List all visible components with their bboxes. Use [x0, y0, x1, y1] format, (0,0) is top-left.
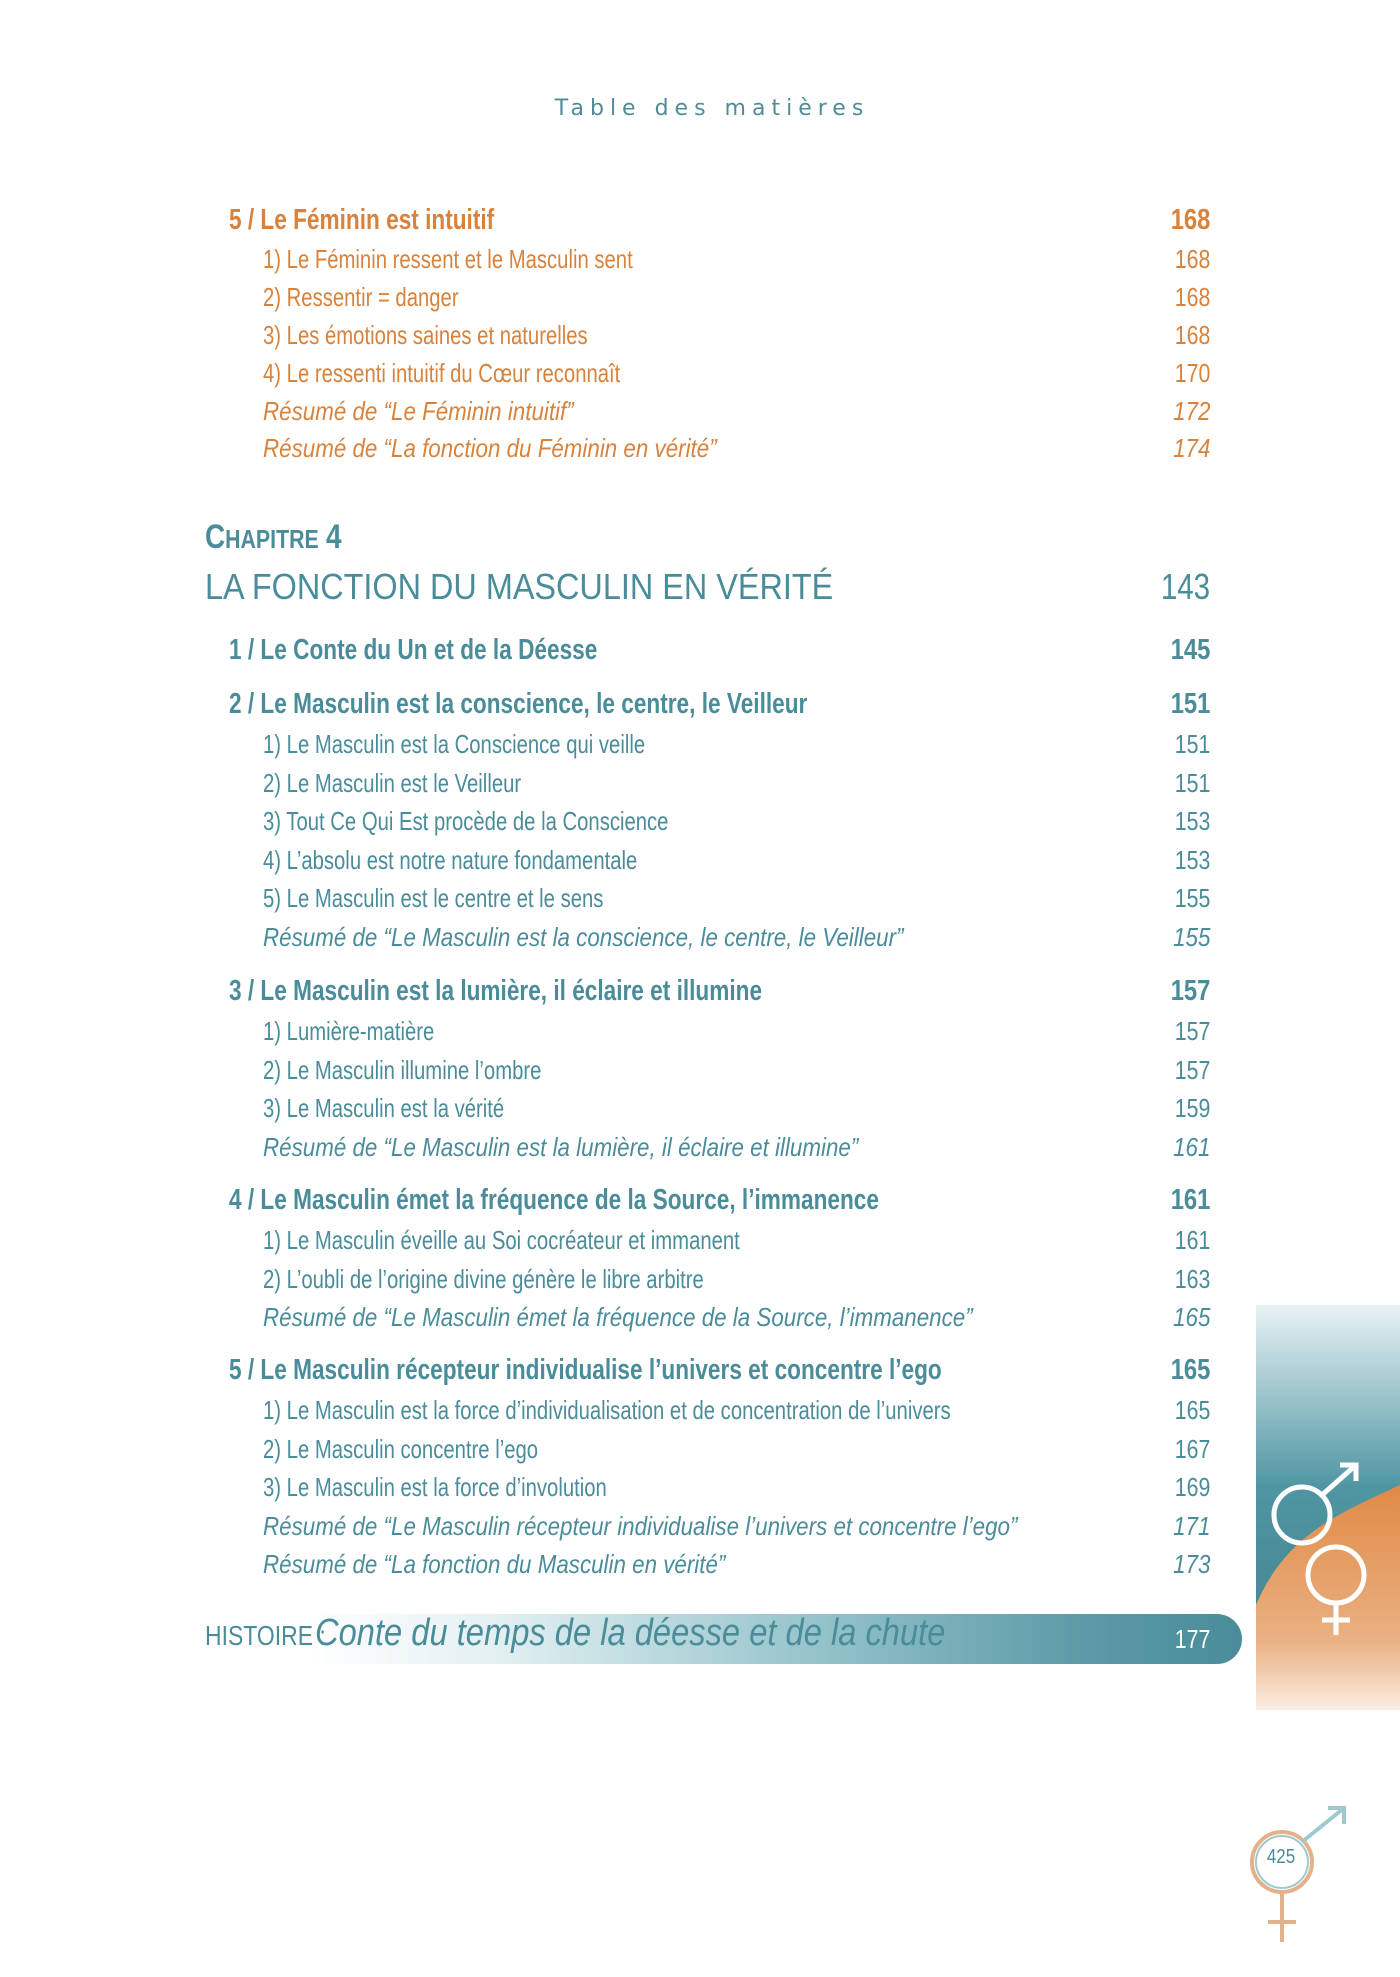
toc-section-title: 4 / Le Masculin émet la fréquence de la Source, l’immanence — [229, 1184, 879, 1216]
chapter-page-number: 143 — [1160, 566, 1210, 607]
toc-summary[interactable] — [0, 922, 1400, 956]
toc-summary-title: Résumé de “Le Masculin est la conscience, le centre, le Veilleur” — [263, 921, 904, 952]
toc-section[interactable] — [0, 688, 1400, 722]
toc-section-title: 1 / Le Conte du Un et de la Déesse — [229, 634, 598, 666]
toc-page-number: 169 — [1174, 1472, 1210, 1502]
toc-section[interactable] — [0, 634, 1400, 668]
toc-section[interactable] — [0, 1354, 1400, 1388]
toc-subsection[interactable] — [0, 1016, 1400, 1050]
toc-summary[interactable] — [0, 1549, 1400, 1583]
histoire-label: HISTOIRE : — [205, 1620, 326, 1651]
toc-page-number: 157 — [1174, 1054, 1210, 1085]
histoire-title[interactable]: Conte du temps de la déesse et de la chute — [315, 1612, 946, 1654]
toc-page-number: 172 — [1172, 396, 1210, 426]
toc-subsection-title: 1) Le Masculin est la force d’individualisation et de concentration de l’univers — [263, 1395, 951, 1425]
toc-subsection[interactable] — [0, 729, 1400, 763]
toc-subsection[interactable] — [0, 358, 1400, 392]
toc-page-number: 165 — [1172, 1302, 1210, 1332]
toc-subsection-title: 2) Le Masculin est le Veilleur — [263, 767, 522, 798]
toc-page-number: 167 — [1174, 1433, 1210, 1464]
male-arrow-icon — [1302, 1808, 1344, 1842]
toc-page-number: 165 — [1174, 1395, 1210, 1425]
toc-section-title: 5 / Le Masculin récepteur individualise l’univers et concentre l’ego — [229, 1354, 942, 1386]
toc-subsection-title: 3) Le Masculin est la force d’involution — [263, 1472, 607, 1502]
toc-section[interactable] — [0, 1184, 1400, 1218]
toc-subsection-title: 2) Le Masculin concentre l’ego — [263, 1433, 539, 1464]
toc-page-number: 168 — [1170, 204, 1210, 236]
toc-section[interactable] — [0, 204, 1400, 238]
side-tab — [1256, 1305, 1400, 1710]
toc-subsection-title: 4) Le ressenti intuitif du Cœur reconnaît — [263, 358, 621, 388]
toc-subsection-title: 3) Les émotions saines et naturelles — [263, 320, 588, 350]
toc-page-number: 163 — [1174, 1263, 1210, 1294]
toc-subsection[interactable] — [0, 1055, 1400, 1089]
toc-page-number: 153 — [1174, 806, 1210, 836]
toc-page-number: 151 — [1174, 767, 1210, 798]
toc-page-number: 171 — [1172, 1510, 1210, 1541]
toc-section-title: 2 / Le Masculin est la conscience, le centre, le Veilleur — [229, 688, 808, 720]
toc-summary-title: Résumé de “Le Masculin récepteur individualise l’univers et concentre l’ego” — [263, 1510, 1018, 1541]
toc-subsection-title: 3) Le Masculin est la vérité — [263, 1093, 505, 1123]
toc-subsection[interactable] — [0, 320, 1400, 354]
toc-subsection-title: 1) Le Féminin ressent et le Masculin sent — [263, 244, 633, 274]
toc-page-number: 151 — [1170, 688, 1210, 720]
toc-summary-title: Résumé de “Le Masculin émet la fréquence de la Source, l’immanence” — [263, 1302, 973, 1332]
toc-subsection-title: 1) Lumière-matière — [263, 1016, 435, 1046]
toc-subsection-title: 2) Ressentir = danger — [263, 282, 459, 312]
toc-page-number: 168 — [1174, 320, 1210, 350]
toc-page-number: 174 — [1172, 433, 1210, 463]
toc-summary[interactable] — [0, 1302, 1400, 1336]
toc-subsection[interactable] — [0, 244, 1400, 278]
toc-page-number: 161 — [1170, 1184, 1210, 1216]
toc-summary-title: Résumé de “La fonction du Féminin en vérité” — [263, 433, 717, 463]
chapter-title[interactable]: LA FONCTION DU MASCULIN EN VÉRITÉ — [205, 566, 834, 607]
toc-page-number: 173 — [1172, 1549, 1210, 1579]
toc-subsection-title: 2) Le Masculin illumine l’ombre — [263, 1054, 542, 1085]
toc-subsection[interactable] — [0, 1472, 1400, 1506]
toc-page-number: 155 — [1174, 883, 1210, 913]
toc-subsection[interactable] — [0, 806, 1400, 840]
toc-section[interactable] — [0, 975, 1400, 1009]
toc-section-title: 3 / Le Masculin est la lumière, il éclaire et illumine — [229, 975, 763, 1007]
toc-page-number: 170 — [1174, 358, 1210, 388]
toc-page-number: 165 — [1170, 1354, 1210, 1386]
toc-subsection-title: 3) Tout Ce Qui Est procède de la Conscience — [263, 806, 669, 836]
toc-page-number: 168 — [1174, 282, 1210, 312]
toc-subsection-title: 5) Le Masculin est le centre et le sens — [263, 883, 604, 913]
toc-page-number: 155 — [1172, 921, 1210, 952]
toc-page-number: 168 — [1174, 244, 1210, 274]
toc-summary-title: Résumé de “La fonction du Masculin en vérité” — [263, 1549, 726, 1579]
page-number-badge — [1240, 1800, 1360, 1950]
running-head: Table des matières — [554, 96, 870, 121]
chapter-label: CHAPITRE 4 — [205, 518, 342, 556]
toc-summary-title: Résumé de “Le Féminin intuitif” — [263, 396, 574, 426]
toc-subsection[interactable] — [0, 1434, 1400, 1468]
toc-page-number: 161 — [1172, 1131, 1210, 1162]
toc-subsection-title: 4) L’absolu est notre nature fondamentale — [263, 844, 638, 875]
toc-summary[interactable] — [0, 1511, 1400, 1545]
toc-subsection[interactable] — [0, 768, 1400, 802]
toc-subsection[interactable] — [0, 845, 1400, 879]
toc-subsection[interactable] — [0, 1225, 1400, 1259]
toc-page-number: 153 — [1174, 844, 1210, 875]
toc-page-number: 145 — [1170, 634, 1210, 666]
toc-summary[interactable] — [0, 433, 1400, 467]
toc-page-number: 159 — [1174, 1093, 1210, 1123]
toc-summary[interactable] — [0, 396, 1400, 430]
toc-page-number: 157 — [1174, 1016, 1210, 1046]
page-number: 425 — [1266, 1846, 1296, 1868]
toc-summary-title: Résumé de “Le Masculin est la lumière, il éclaire et illumine” — [263, 1131, 859, 1162]
toc-subsection-title: 1) Le Masculin éveille au Soi cocréateur et immanent — [263, 1225, 740, 1255]
toc-summary[interactable] — [0, 1132, 1400, 1166]
toc-subsection[interactable] — [0, 883, 1400, 917]
toc-page-number: 157 — [1170, 975, 1210, 1007]
toc-subsection[interactable] — [0, 282, 1400, 316]
toc-subsection[interactable] — [0, 1093, 1400, 1127]
histoire-page-number: 177 — [1174, 1624, 1210, 1654]
toc-page-number: 161 — [1174, 1225, 1210, 1255]
toc-subsection[interactable] — [0, 1264, 1400, 1298]
toc-section-title: 5 / Le Féminin est intuitif — [229, 204, 495, 236]
toc-subsection[interactable] — [0, 1395, 1400, 1429]
toc-page-number: 151 — [1174, 729, 1210, 759]
toc-subsection-title: 1) Le Masculin est la Conscience qui veille — [263, 729, 646, 759]
toc-subsection-title: 2) L’oubli de l’origine divine génère le libre arbitre — [263, 1263, 704, 1294]
